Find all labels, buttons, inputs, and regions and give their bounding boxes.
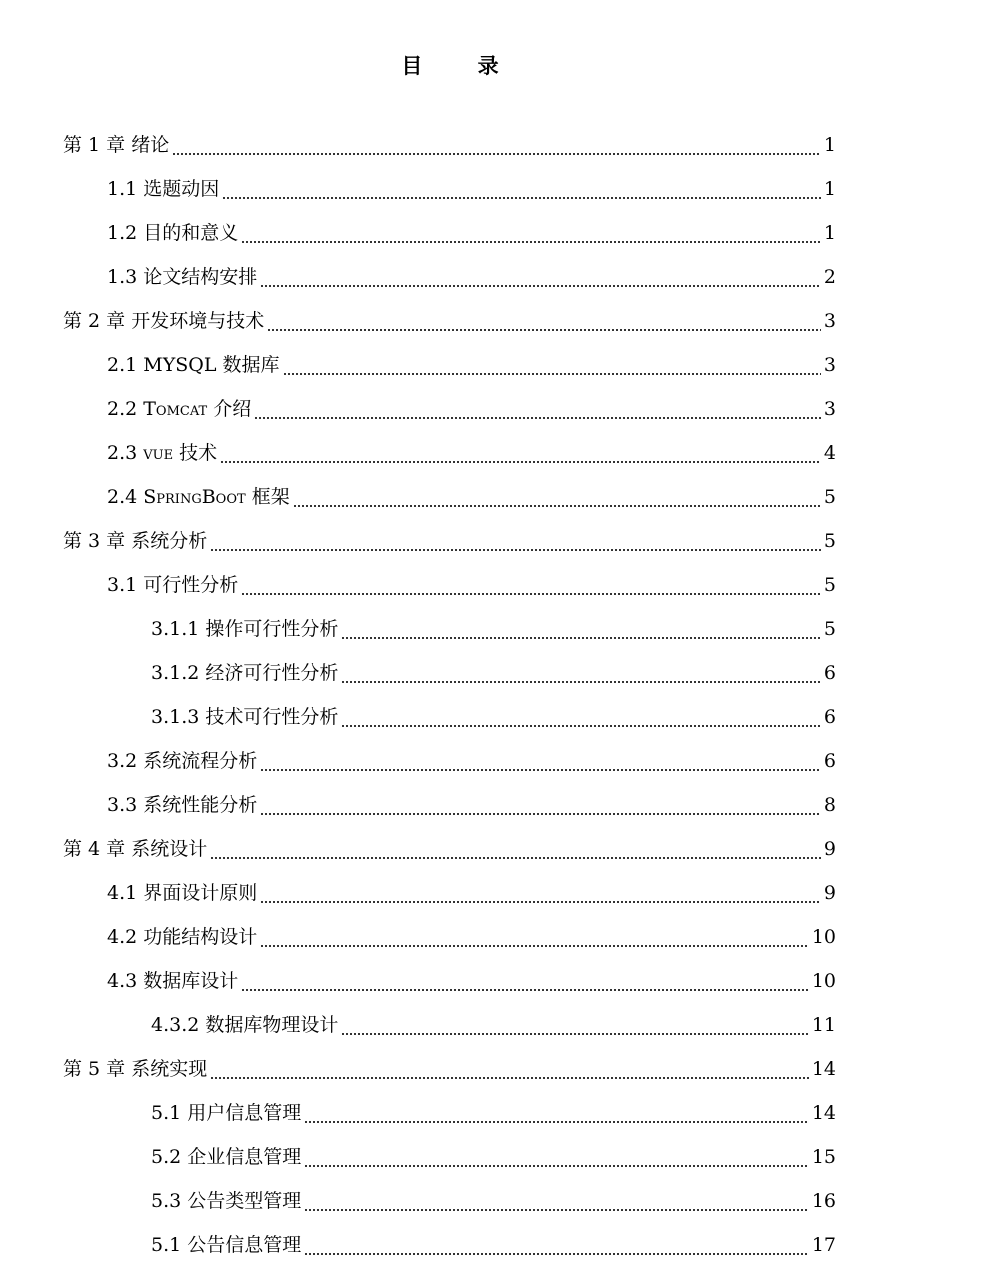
toc-entry-page: 4 [823, 442, 836, 464]
toc-entry-page: 5 [823, 530, 836, 552]
dot-leader [341, 1003, 808, 1047]
toc-entry[interactable] [107, 783, 836, 827]
toc-entry[interactable] [107, 475, 836, 519]
toc-entry-label: 5.1 用户信息管理 [151, 1102, 302, 1124]
toc-entry[interactable] [107, 915, 836, 959]
dot-leader [254, 387, 821, 431]
toc-entry-page: 14 [811, 1102, 836, 1124]
toc-entry-label: 2.4 SpringBoot 框架 [107, 486, 290, 508]
toc-entry-label: 第 1 章 绪论 [63, 134, 170, 156]
dot-leader [241, 563, 821, 607]
dot-leader [210, 519, 821, 563]
toc-entry[interactable] [151, 695, 836, 739]
toc-entry-label: 1.3 论文结构安排 [107, 266, 258, 288]
toc-entry[interactable] [107, 343, 836, 387]
dot-leader [267, 299, 821, 343]
toc-entry[interactable] [151, 1179, 836, 1223]
toc-title: 目 录 [401, 53, 523, 78]
toc-entry-page: 15 [811, 1146, 836, 1168]
toc-entry[interactable] [151, 1223, 836, 1267]
toc-entry-page: 3 [823, 398, 836, 420]
toc-entry[interactable] [151, 651, 836, 695]
toc-entry[interactable] [107, 167, 836, 211]
toc-entry-page: 5 [823, 618, 836, 640]
toc-entry-page: 11 [811, 1014, 836, 1036]
toc-entry-label: 5.2 企业信息管理 [151, 1146, 302, 1168]
dot-leader [304, 1091, 809, 1135]
toc-entry-label: 第 2 章 开发环境与技术 [63, 310, 265, 332]
toc-entry[interactable] [63, 827, 836, 871]
toc-entry-label: 2.3 vue 技术 [107, 442, 218, 464]
dot-leader [260, 739, 821, 783]
toc-entry-page: 5 [823, 486, 836, 508]
dot-leader [241, 959, 809, 1003]
toc-entry-page: 1 [823, 178, 836, 200]
toc-entry[interactable] [63, 519, 836, 563]
dot-leader [293, 475, 821, 519]
toc-entry-page: 3 [823, 310, 836, 332]
toc-entry-page: 1 [823, 222, 836, 244]
toc-entry[interactable] [151, 1135, 836, 1179]
dot-leader [341, 651, 821, 695]
toc-entry[interactable] [63, 123, 836, 167]
toc-entry[interactable] [107, 431, 836, 475]
toc-entry-page: 2 [823, 266, 836, 288]
toc-entry-label: 2.2 Tomcat 介绍 [107, 398, 252, 420]
toc-entry[interactable] [107, 563, 836, 607]
toc-entry-label: 4.3.2 数据库物理设计 [151, 1014, 339, 1036]
toc-entry-label: 3.1.2 经济可行性分析 [151, 662, 339, 684]
toc-entry-page: 6 [823, 662, 836, 684]
toc-entry-page: 10 [811, 926, 836, 948]
dot-leader [210, 1047, 809, 1091]
toc-entry[interactable] [107, 871, 836, 915]
toc-entry-label: 第 5 章 系统实现 [63, 1058, 208, 1080]
toc-entry-label: 3.3 系统性能分析 [107, 794, 258, 816]
toc-entry[interactable] [63, 1047, 836, 1091]
toc-entry-label: 3.1.3 技术可行性分析 [151, 706, 339, 728]
toc-entry-page: 17 [811, 1234, 836, 1256]
toc-entry-label: 2.1 MYSQL 数据库 [107, 354, 280, 376]
toc-entry-label: 4.3 数据库设计 [107, 970, 239, 992]
toc-entry[interactable] [151, 1091, 836, 1135]
toc-entry-page: 5 [823, 574, 836, 596]
dot-leader [210, 827, 821, 871]
dot-leader [172, 123, 821, 167]
toc-entry[interactable] [63, 299, 836, 343]
toc-entry-page: 9 [823, 882, 836, 904]
toc-entry-page: 9 [823, 838, 836, 860]
dot-leader [220, 431, 821, 475]
dot-leader [260, 255, 821, 299]
toc-entry[interactable] [151, 607, 836, 651]
dot-leader [304, 1135, 809, 1179]
dot-leader [283, 343, 821, 387]
toc-entry-page: 6 [823, 706, 836, 728]
toc-entry-label: 第 4 章 系统设计 [63, 838, 208, 860]
dot-leader [260, 871, 821, 915]
dot-leader [304, 1223, 809, 1267]
toc-entry[interactable] [151, 1003, 836, 1047]
toc-entry-label: 第 3 章 系统分析 [63, 530, 208, 552]
toc-entry-page: 10 [811, 970, 836, 992]
toc-entry-label: 1.1 选题动因 [107, 178, 220, 200]
dot-leader [341, 607, 821, 651]
toc-entry-label: 1.2 目的和意义 [107, 222, 239, 244]
toc-entry-label: 3.2 系统流程分析 [107, 750, 258, 772]
toc-entry-label: 4.2 功能结构设计 [107, 926, 258, 948]
toc-entry-label: 3.1.1 操作可行性分析 [151, 618, 339, 640]
dot-leader [241, 211, 821, 255]
toc-entry[interactable] [107, 387, 836, 431]
toc-entry[interactable] [107, 739, 836, 783]
toc-entry[interactable] [107, 959, 836, 1003]
dot-leader [341, 695, 821, 739]
dot-leader [260, 915, 809, 959]
toc-entry[interactable] [107, 211, 836, 255]
toc-entry-page: 1 [823, 134, 836, 156]
toc-entry-label: 5.3 公告类型管理 [151, 1190, 302, 1212]
toc-entry-label: 3.1 可行性分析 [107, 574, 239, 596]
toc-entry-label: 5.1 公告信息管理 [151, 1234, 302, 1256]
toc-entry-page: 16 [811, 1190, 836, 1212]
toc-entry[interactable] [107, 255, 836, 299]
toc-entry-page: 14 [811, 1058, 836, 1080]
toc-entry-page: 6 [823, 750, 836, 772]
toc-entry-page: 3 [823, 354, 836, 376]
dot-leader [304, 1179, 809, 1223]
dot-leader [260, 783, 821, 827]
dot-leader [222, 167, 821, 211]
toc-entry-page: 8 [823, 794, 836, 816]
toc-entry-label: 4.1 界面设计原则 [107, 882, 258, 904]
